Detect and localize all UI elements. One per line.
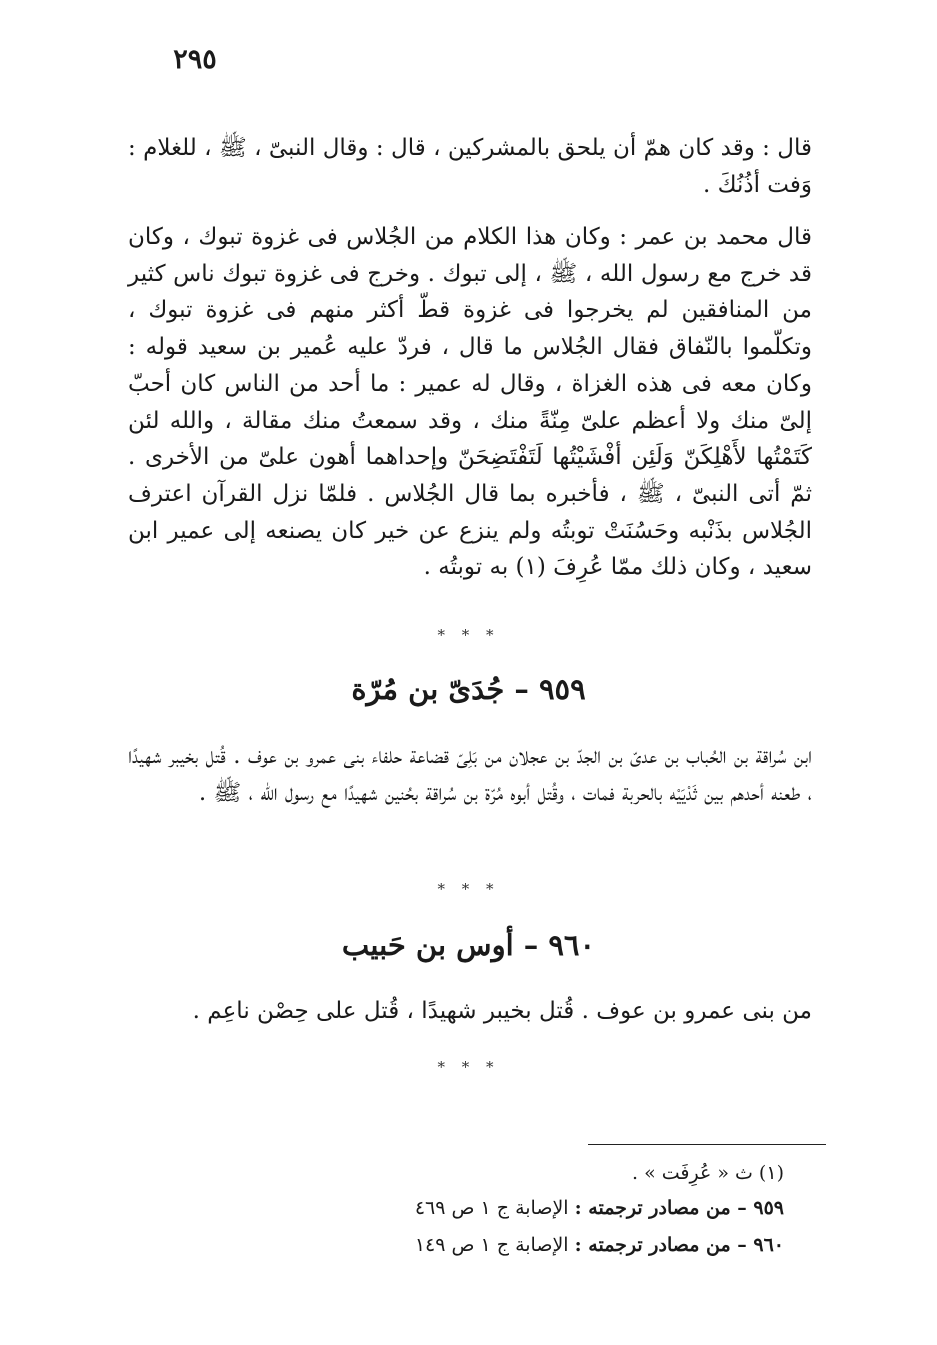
footnote-source-text: الإصابة ج ١ ص ٤٦٩ (414, 1197, 569, 1219)
paragraph-intro: قال : وقد كان همّ أن يلحق بالمشركين ، قال : وقال النبىّ ، ﷺ ، للغلام : وَفت أذُنُكَ . (128, 135, 812, 198)
entry-heading-959: ٩٥٩ – جُدَىّ بن مُرّة (351, 672, 586, 706)
footnote-source-960 (415, 1234, 784, 1256)
footnote-1: (١) ث « عُرِفَت » . (632, 1162, 784, 1184)
footnote-source-text: الإصابة ج ١ ص ١٤٩ (414, 1234, 569, 1256)
footnote-rule (588, 1144, 826, 1145)
section-separator: * * * (437, 880, 500, 898)
entry-text-959: ابن سُراقة بن الحُباب بن عدىّ بن الجدّ بن عجلان من بَلِىّ قضاعة حلفاء بنى عمرو بن عوف . قُتل بخيبر شهيدًا ، طعنه أحدهم بين ثَدْيَيْه بالحربة فمات ، وقُتل أبوه مُرّة بن سُراقة بحُنين شهيدًا مع رسول الله ، ﷺ . (128, 743, 812, 806)
entry-heading-960: ٩٦٠ – أوس بن حَبيب (341, 928, 596, 962)
page-number: ٢٩٥ (173, 44, 217, 75)
section-separator: * * * (437, 626, 500, 644)
paragraph-main: قال محمد بن عمر : وكان هذا الكلام من الجُلاس فى غزوة تبوك ، وكان قد خرج مع رسول الله ، ﷺ ، إلى تبوك . وخرج فى غزوة تبوك ناس كثير من المنافقين لم يخرجوا فى غزوة قطّ أكثر منهم فى غزوة تبوك ، وتكلّموا بالنّفاق فقال الجُلاس ما قال ، فردّ عليه عُمير بن سعيد قوله : وكان معه فى هذه الغزاة ، وقال له عمير : ما أحد من الناس كان أحبّ إلىّ منك ولا أعظم علىّ مِنّةً منك ، وقد سمعتُ منك مقالة ، والله لئن كَتَمْتُها لأَهْلِكَنّ وَلَئِن أفْشَيْتُها لَتَفْتَضِحَنّ وإحداهما أهون علىّ من الأخرى . ثمّ أتى النبىّ ، ﷺ ، فأخبره بما قال الجُلاس . فلمّا نزل القرآن اعترف الجُلاس بذَنْبه وحَسُنَتْ توبتُه ولم ينزع عن خير كان يصنعه إلى عمير ابن سعيد ، وكان ذلك ممّا عُرِفَ (١) به توبتُه . (128, 224, 812, 581)
entry-text-960: من بنى عمرو بن عوف . قُتل بخيبر شهيدًا ، قُتل على حِصْن ناعِم . (192, 998, 812, 1024)
footnote-source-959 (415, 1197, 784, 1219)
footnote-source-label: ٩٥٩ – من مصادر ترجمته : (574, 1197, 784, 1219)
footnote-source-label: ٩٦٠ – من مصادر ترجمته : (574, 1234, 784, 1256)
section-separator: * * * (437, 1058, 500, 1076)
